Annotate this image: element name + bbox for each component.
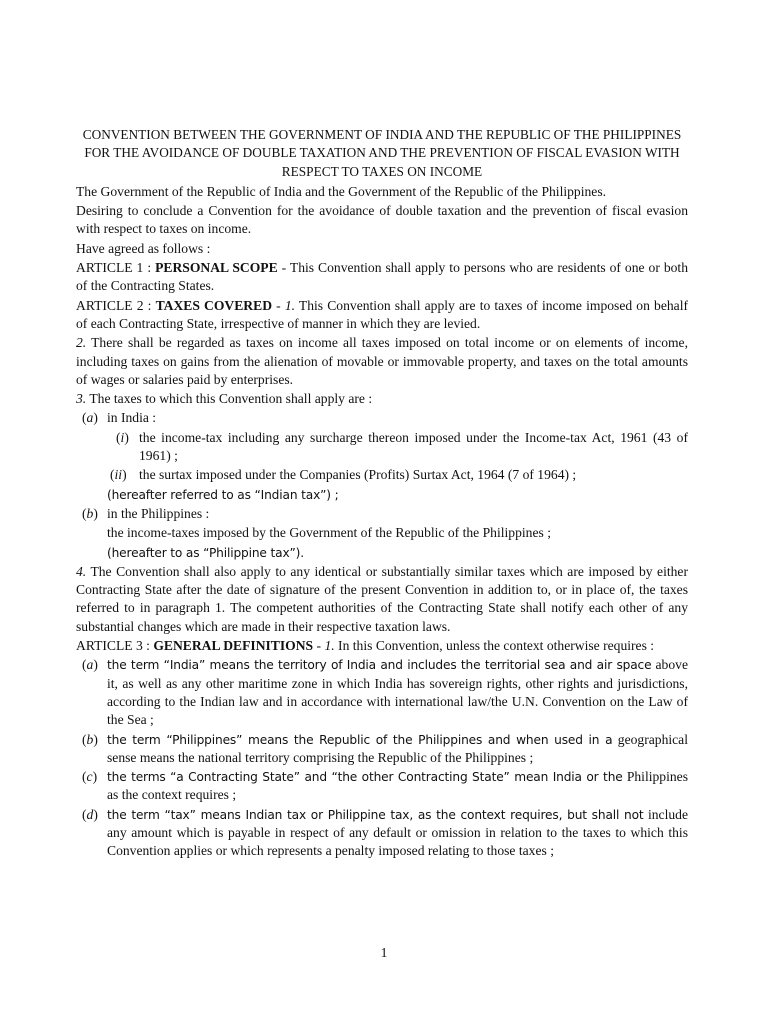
article-3-item-c-label: (c) — [82, 769, 98, 785]
article-3-item-b-text-sans: the term “Philippines” means the Republic of the Philippines and when used in a — [107, 732, 613, 747]
article-2-text-3: The taxes to which this Convention shall apply are : — [86, 391, 373, 407]
article-3-item-d-text-sans: the term “tax” means Indian tax or Philippine tax, as the context requires, but shall not — [107, 807, 644, 822]
article-3-heading: GENERAL DEFINITIONS — [153, 638, 314, 654]
article-3-prefix: ARTICLE 3 : — [76, 638, 154, 654]
article-3-item-c — [76, 768, 688, 805]
article-3-item-d-text: include any amount which is payable in respect of any default or omission in relation to the taxes to which this Convention applies or which represents a penalty imposed relating to those taxes ; — [107, 806, 688, 859]
article-3-item-b-label: (b) — [82, 731, 98, 747]
article-3-num-1: 1. — [324, 638, 335, 654]
article-2-item-b — [76, 505, 688, 523]
article-2-num-2: 2. — [76, 335, 87, 351]
article-2-num-1: 1. — [284, 297, 296, 313]
article-1-text: - This Convention shall apply to persons who are residents of one or both of the Contracting States. — [76, 260, 689, 294]
article-2-prefix: ARTICLE 2 : — [76, 297, 156, 313]
article-3-item-a — [76, 656, 688, 729]
article-3-dash: - — [313, 638, 325, 654]
intro-paragraph-3: Have agreed as follows : — [76, 240, 211, 256]
philippine-tax-reference: (hereafter to as “Philippine tax”). — [107, 545, 305, 560]
article-2-item-a-label: (a) — [82, 410, 98, 426]
article-3-item-a-text-sans: the term “India” means the territory of India and includes the territorial sea and air space — [107, 658, 652, 673]
article-2-item-ii-text: the surtax imposed under the Companies (Profits) Surtax Act, 1964 (7 of 1964) ; — [139, 467, 577, 483]
article-2-text-4: The Convention shall also apply to any identical or substantially similar taxes which are imposed by either Contracting State after the date of signature of the present Convention in addition to, or in place of, the taxes referred to in paragraph 1. The competent authorities of the Contracting State shall notify each other of any substantial changes which are made in their respective taxation laws. — [76, 563, 688, 634]
article-1-prefix: ARTICLE 1 : — [76, 260, 156, 276]
article-2-para-3 — [76, 390, 688, 408]
article-2-text-1: This Convention shall apply are to taxes of income imposed on behalf of each Contracting State, irrespective of manner in which they are levied. — [76, 297, 688, 331]
article-2-item-b-text: in the Philippines : — [107, 505, 210, 521]
article-2-item-a — [76, 409, 688, 427]
article-3-item-a-text: above it, as well as any other maritime zone in which India has sovereign rights, other rights and jurisdictions, according to the Indian law and in accordance with international law/the U.N. Convention on the Law of the Sea ; — [107, 657, 688, 728]
article-1-heading: PERSONAL SCOPE — [155, 260, 278, 276]
article-2-item-ii — [76, 466, 688, 484]
article-3-item-b-text: geographical sense means the national territory comprising the Republic of the Philippines ; — [107, 731, 688, 765]
article-3-item-d — [76, 806, 688, 861]
intro-paragraph-1: The Government of the Republic of India and the Government of the Republic of the Philippines. — [76, 183, 607, 199]
page-number: 1 — [380, 945, 388, 960]
article-2-item-a-text: in India : — [107, 410, 157, 426]
article-3-item-a-label: (a) — [82, 657, 98, 673]
article-3-para-1 — [76, 637, 688, 655]
intro-paragraph-2: Desiring to conclude a Convention for the avoidance of double taxation and the prevention of fiscal evasion with respect to taxes on income. — [76, 203, 688, 237]
article-2-num-4: 4. — [76, 563, 87, 579]
indian-tax-reference: (hereafter referred to as “Indian tax”) ; — [107, 487, 339, 502]
article-2-heading: TAXES COVERED — [155, 297, 273, 313]
article-2-item-i-text: the income-tax including any surcharge thereon imposed under the Income-tax Act, 1961 (43 of 1961) ; — [139, 429, 688, 464]
article-2-para-2 — [76, 334, 688, 389]
article-2-item-b-label: (b) — [82, 505, 98, 521]
article-1 — [76, 259, 688, 296]
article-2-para-4 — [76, 563, 688, 636]
article-2-num-3: 3. — [76, 391, 87, 407]
article-2-item-ii-label: (ii) — [110, 467, 127, 483]
document-page — [76, 126, 688, 862]
article-2-dash: - — [272, 297, 285, 313]
article-3-item-c-text: Philippines as the context requires ; — [107, 769, 689, 803]
article-2-para-1 — [76, 297, 688, 334]
document-title: CONVENTION BETWEEN THE GOVERNMENT OF INDIA AND THE REPUBLIC OF THE PHILIPPINES FOR THE AVOIDANCE OF DOUBLE TAXATION AND THE PREVENTION OF FISCAL EVASION WITH RESPECT TO TAXES ON INCOME — [82, 127, 682, 179]
philippines-income-tax-line: the income-taxes imposed by the Government of the Republic of the Philippines ; — [107, 525, 551, 541]
article-3-item-b — [76, 731, 688, 768]
article-3-item-c-text-sans: the terms “a Contracting State” and “the other Contracting State” mean India or the — [107, 770, 623, 785]
article-3-text-1: In this Convention, unless the context otherwise requires : — [334, 638, 655, 654]
article-2-item-i — [76, 429, 688, 466]
article-2-item-i-label: (i) — [116, 429, 129, 445]
article-2-text-2: There shall be regarded as taxes on income all taxes imposed on total income or on elements of income, including taxes on gains from the alienation of movable or immovable property, and taxes on the total amounts of wages or salaries paid by enterprises. — [76, 335, 688, 387]
article-3-item-d-label: (d) — [82, 806, 98, 822]
